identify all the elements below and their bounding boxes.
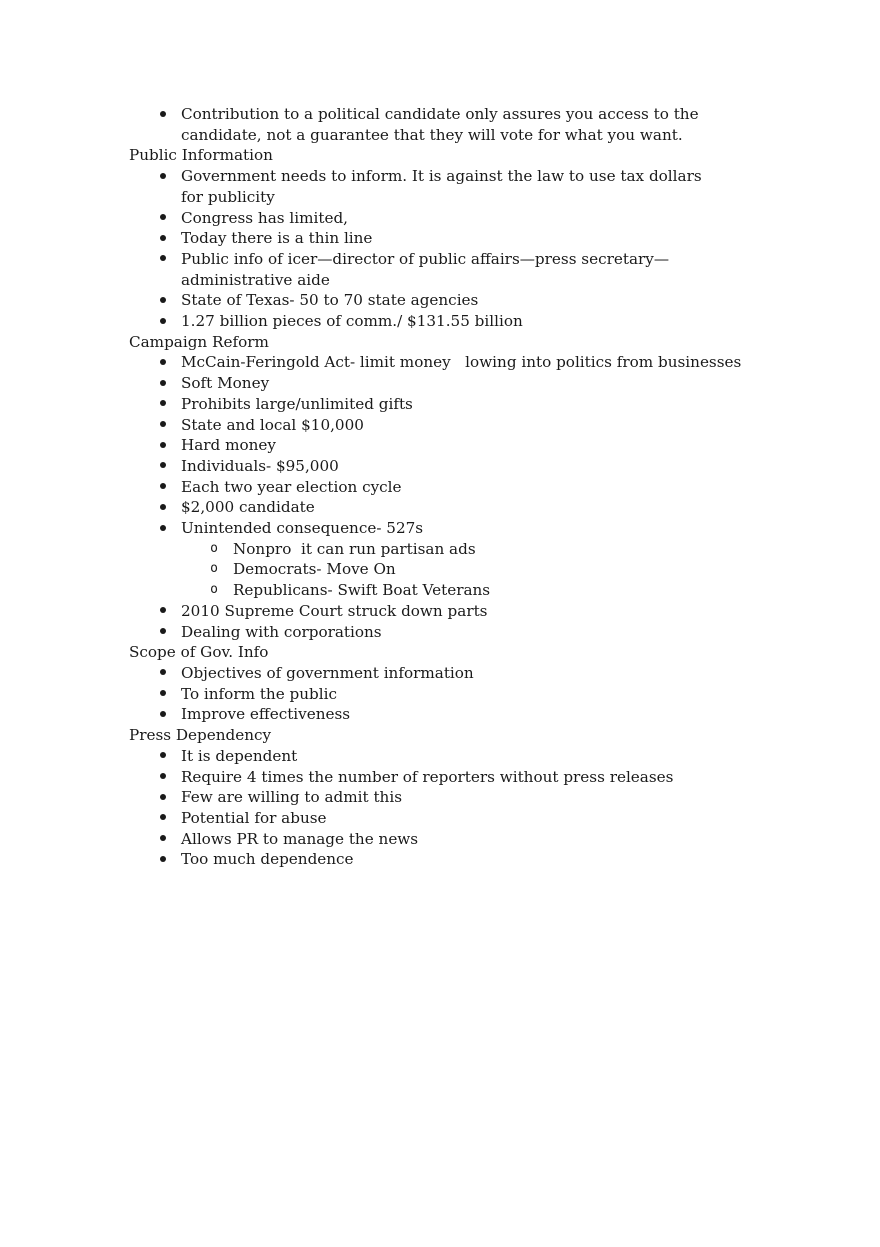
bullet-icon — [156, 497, 170, 518]
sub-list-item — [129, 559, 769, 580]
list-item-text: Improve effectiveness — [181, 705, 351, 724]
list-item-text: Public info of icer—director of public affairs—press secretary—administrative aide — [181, 249, 670, 289]
bullet-icon — [156, 249, 170, 270]
bullet-icon — [156, 746, 170, 767]
list-item-text: It is dependent — [181, 746, 298, 765]
list-item — [129, 290, 769, 311]
list-item — [129, 228, 769, 249]
circle-bullet-icon — [207, 580, 221, 601]
bullet-icon — [156, 352, 170, 373]
list-item-text: Today there is a thin line — [181, 229, 373, 248]
list-item — [129, 352, 769, 373]
list-item — [129, 311, 769, 332]
list-item-text: Allows PR to manage the news — [181, 829, 419, 848]
section-heading-campaign-reform: Campaign Reform — [129, 332, 269, 351]
list-item — [129, 518, 769, 539]
bullet-icon — [156, 787, 170, 808]
bullet-icon — [156, 704, 170, 725]
bullet-icon — [156, 767, 170, 788]
bullet-icon — [156, 684, 170, 705]
bullet-icon — [156, 808, 170, 829]
list-item-text: Congress has limited, — [181, 208, 349, 227]
list-item — [129, 415, 769, 436]
list-item — [129, 104, 781, 145]
list-item-text: State and local $10,000 — [181, 415, 364, 434]
document-body — [129, 104, 769, 870]
list-item — [129, 787, 769, 808]
list-item-text: Each two year election cycle — [181, 477, 402, 496]
list-item — [129, 663, 769, 684]
circle-bullet-icon — [207, 559, 221, 580]
list-item-text: 1.27 billion pieces of comm./ $131.55 billion — [181, 312, 523, 331]
sub-list-item-text: Nonpro it can run partisan ads — [233, 539, 476, 558]
bullet-icon — [156, 829, 170, 850]
bullet-icon — [156, 166, 170, 187]
section-heading-scope: Scope of Gov. Info — [129, 643, 269, 662]
list-item — [129, 622, 769, 643]
bullet-icon — [156, 228, 170, 249]
sub-list-item-text: Republicans- Swift Boat Veterans — [233, 581, 491, 600]
list-item-text: Hard money — [181, 436, 277, 455]
list-item-text: Too much dependence — [181, 850, 354, 869]
bullet-icon — [156, 311, 170, 332]
list-item — [129, 746, 769, 767]
list-item-text: Prohibits large/unlimited gifts — [181, 394, 413, 413]
bullet-icon — [156, 663, 170, 684]
list-item-text: Individuals- $95,000 — [181, 456, 339, 475]
bullet-icon — [156, 601, 170, 622]
list-item-text: McCain-Feringold Act- limit money lowing into politics from businesses — [181, 353, 742, 372]
list-item-text: To inform the public — [181, 684, 337, 703]
bullet-icon — [156, 415, 170, 436]
bullet-icon — [156, 290, 170, 311]
list-item — [129, 601, 769, 622]
bullet-icon — [156, 477, 170, 498]
list-item — [129, 829, 769, 850]
list-item — [129, 849, 769, 870]
list-item — [129, 373, 769, 394]
list-item — [129, 435, 769, 456]
list-item — [129, 808, 769, 829]
list-item-text: 2010 Supreme Court struck down parts — [181, 601, 488, 620]
list-item — [129, 394, 769, 415]
sub-list-item — [129, 539, 769, 560]
bullet-icon — [156, 394, 170, 415]
list-item — [129, 477, 769, 498]
bullet-icon — [156, 435, 170, 456]
bullet-icon — [156, 373, 170, 394]
bullet-icon — [156, 849, 170, 870]
list-item-text: Dealing with corporations — [181, 622, 382, 641]
list-item — [129, 249, 681, 290]
bullet-icon — [156, 104, 170, 125]
list-item — [129, 684, 769, 705]
section-heading-press-dependency: Press Dependency — [129, 726, 272, 745]
list-item-text: Objectives of government information — [181, 663, 474, 682]
list-item-text: State of Texas- 50 to 70 state agencies — [181, 291, 479, 310]
bullet-icon — [156, 208, 170, 229]
list-item-text: Contribution to a political candidate only assures you access to the candidate, not a guarantee that they will vote for what you want. — [181, 105, 699, 144]
bullet-icon — [156, 456, 170, 477]
list-item — [129, 208, 769, 229]
list-item-text: Potential for abuse — [181, 808, 327, 827]
list-item — [129, 456, 769, 477]
list-item-text: Government needs to inform. It is against the law to use tax dollars for publicity — [181, 167, 702, 206]
bullet-icon — [156, 622, 170, 643]
list-item-text: Few are willing to admit this — [181, 788, 402, 807]
list-item — [129, 767, 769, 788]
section-heading-public-information: Public Information — [129, 146, 273, 165]
sub-list-item — [129, 580, 769, 601]
list-item — [129, 166, 711, 207]
circle-bullet-icon — [207, 539, 221, 560]
list-item-text: Unintended consequence- 527s — [181, 519, 424, 538]
list-item-text: Require 4 times the number of reporters without press releases — [181, 767, 674, 786]
list-item — [129, 497, 769, 518]
list-item-text: $2,000 candidate — [181, 498, 315, 517]
list-item-text: Soft Money — [181, 374, 270, 393]
sub-list-item-text: Democrats- Move On — [233, 560, 396, 579]
list-item — [129, 704, 769, 725]
bullet-icon — [156, 518, 170, 539]
